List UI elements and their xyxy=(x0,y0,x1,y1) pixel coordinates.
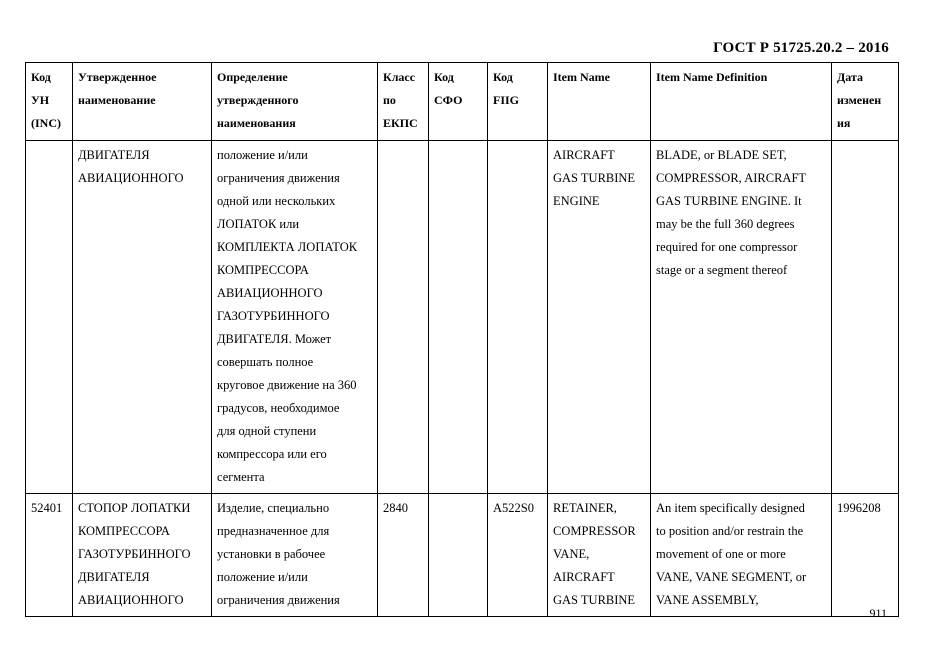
table-row xyxy=(26,141,899,494)
cell-item-name: AIRCRAFT GAS TURBINE ENGINE xyxy=(548,141,651,494)
cell-inc-code xyxy=(26,141,73,494)
header-item-name: Item Name xyxy=(548,63,651,141)
document-standard-header: ГОСТ Р 51725.20.2 – 2016 xyxy=(713,40,889,56)
item-name-registry-table xyxy=(25,62,899,617)
header-change-date: Дата изменен ия xyxy=(832,63,899,141)
cell-change-date: 1996208 xyxy=(832,494,899,617)
cell-approved-name-definition: Изделие, специально предназначенное для установки в рабочее положение и/или ограничения движения xyxy=(212,494,378,617)
cell-approved-name: ДВИГАТЕЛЯ АВИАЦИОННОГО xyxy=(73,141,212,494)
cell-fiig-code xyxy=(488,141,548,494)
header-approved-name: Утвержденное наименование xyxy=(73,63,212,141)
cell-approved-name-definition: положение и/или ограничения движения одной или нескольких ЛОПАТОК или КОМПЛЕКТА ЛОПАТОК КОМПРЕССОРА АВИАЦИОННОГО ГАЗОТУРБИННОГО ДВИГАТЕЛЯ. Может совершать полное круговое движение на 360 градусов, необходимое для одной ступени компрессора или его сегмента xyxy=(212,141,378,494)
cell-change-date xyxy=(832,141,899,494)
cell-inc-code: 52401 xyxy=(26,494,73,617)
cell-ekps-class: 2840 xyxy=(378,494,429,617)
header-ekps-class: Класс по ЕКПС xyxy=(378,63,429,141)
cell-ekps-class xyxy=(378,141,429,494)
header-fiig-code: Код FIIG xyxy=(488,63,548,141)
header-inc-code: Код УН (INC) xyxy=(26,63,73,141)
page-number: 911 xyxy=(869,606,887,620)
cell-item-name-definition: BLADE, or BLADE SET, COMPRESSOR, AIRCRAFT GAS TURBINE ENGINE. It may be the full 360 degrees required for one compressor stage or a segment thereof xyxy=(651,141,832,494)
cell-approved-name: СТОПОР ЛОПАТКИ КОМПРЕССОРА ГАЗОТУРБИННОГО ДВИГАТЕЛЯ АВИАЦИОННОГО xyxy=(73,494,212,617)
header-item-name-definition: Item Name Definition xyxy=(651,63,832,141)
cell-item-name: RETAINER, COMPRESSOR VANE, AIRCRAFT GAS TURBINE xyxy=(548,494,651,617)
cell-item-name-definition: An item specifically designed to position and/or restrain the movement of one or more VANE, VANE SEGMENT, or VANE ASSEMBLY, xyxy=(651,494,832,617)
header-sfo-code: Код СФО xyxy=(429,63,488,141)
cell-sfo-code xyxy=(429,141,488,494)
table-header-row xyxy=(26,63,899,141)
cell-fiig-code: A522S0 xyxy=(488,494,548,617)
cell-sfo-code xyxy=(429,494,488,617)
header-approved-name-definition: Определение утвержденного наименования xyxy=(212,63,378,141)
table-row xyxy=(26,494,899,617)
